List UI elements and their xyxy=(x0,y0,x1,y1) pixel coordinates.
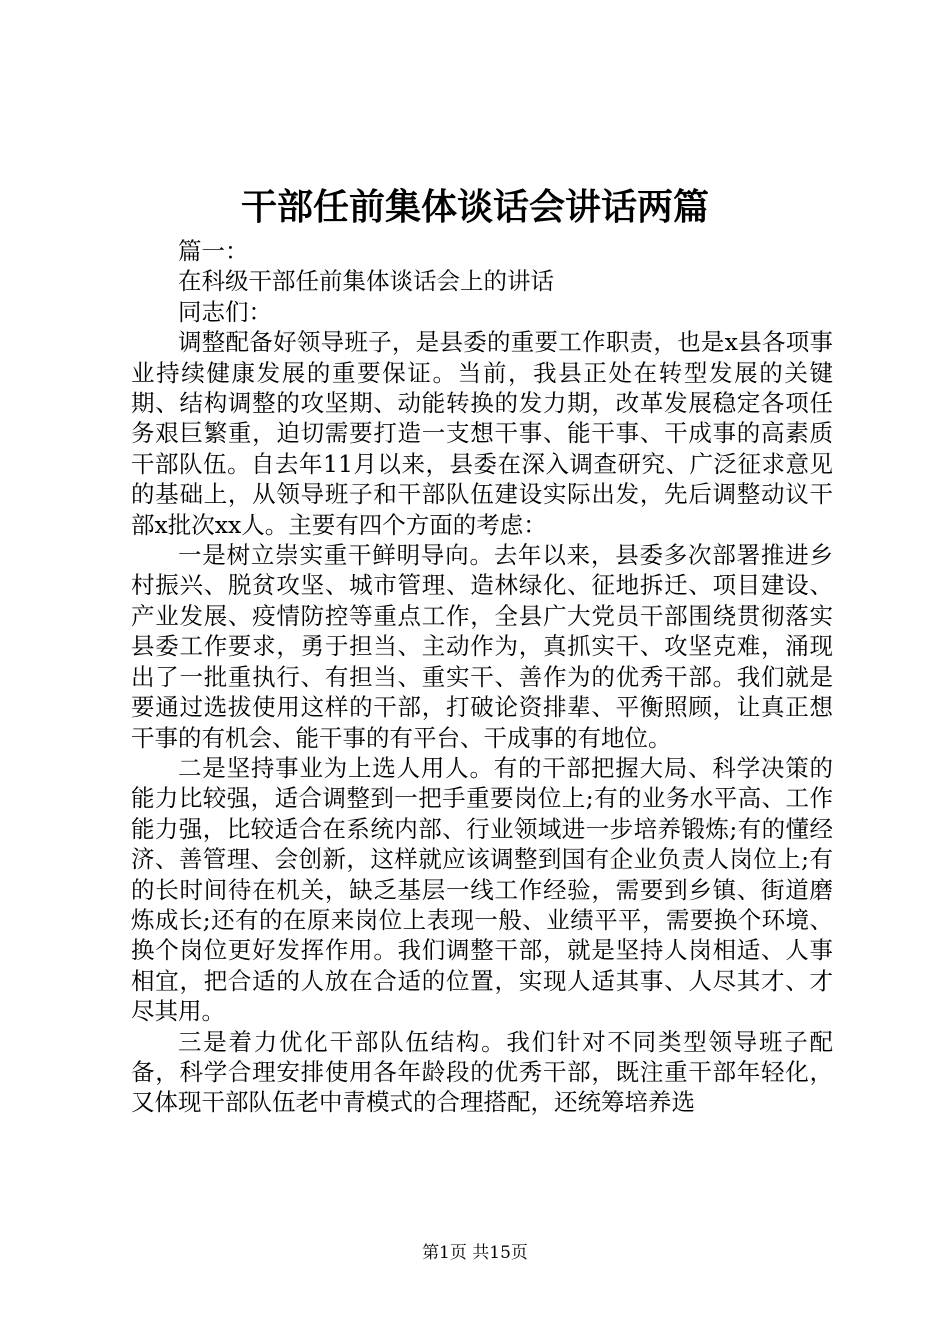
document-title: 干部任前集体谈话会讲话两篇 xyxy=(240,186,709,228)
paragraph-point-two: 二是坚持事业为上选人用人。有的干部把握大局、科学决策的能力比较强，适合调整到一把手重要岗位上;有的业务水平高、工作能力强，比较适合在系统内部、行业领域进一步培养锻炼;有的懂经济、善管理、会创新，这样就应该调整到国有企业负责人岗位上;有的长时间待在机关，缺乏基层一线工作经验，需要到乡镇、街道磨炼成长;还有的在原来岗位上表现一般、业绩平平，需要换个环境、换个岗位更好发挥作用。我们调整干部，就是坚持人岗相适、人事相宜，把合适的人放在合适的位置，实现人适其事、人尽其才、才尽其用。 xyxy=(131,753,833,1026)
paragraph-point-three: 三是着力优化干部队伍结构。我们针对不同类型领导班子配备，科学合理安排使用各年龄段的优秀干部，既注重干部年轻化，又体现干部队伍老中青模式的合理搭配，还统筹培养选 xyxy=(131,1027,833,1117)
section-label: 篇一： xyxy=(178,237,249,265)
page-footer: 第1页 共15页 xyxy=(422,1243,528,1263)
salutation: 同志们： xyxy=(178,297,272,326)
paragraph-intro: 调整配备好领导班子，是县委的重要工作职责，也是x县各项事业持续健康发展的重要保证。当前，我县正处在转型发展的关键期、结构调整的攻坚期、动能转换的发力期，改革发展稳定各项任务艰巨繁重，迫切需要打造一支想干事、能干事、干成事的高素质干部队伍。自去年11月以来，县委在深入调查研究、广泛征求意见的基础上，从领导班子和干部队伍建设实际出发，先后调整动议干部x批次xx人。主要有四个方面的考虑： xyxy=(131,328,833,539)
paragraph-point-one: 一是树立崇实重干鲜明导向。去年以来，县委多次部署推进乡村振兴、脱贫攻坚、城市管理、造林绿化、征地拆迁、项目建设、产业发展、疫情防控等重点工作，全县广大党员干部围绕贯彻落实县委工作要求，勇于担当、主动作为，真抓实干、攻坚克难，涌现出了一批重执行、有担当、重实干、善作为的优秀干部。我们就是要通过选拔使用这样的干部，打破论资排辈、平衡照顾，让真正想干事的有机会、能干事的有平台、干成事的有地位。 xyxy=(131,541,833,752)
document-body xyxy=(131,236,833,1118)
speech-subtitle: 在科级干部任前集体谈话会上的讲话 xyxy=(178,267,554,296)
